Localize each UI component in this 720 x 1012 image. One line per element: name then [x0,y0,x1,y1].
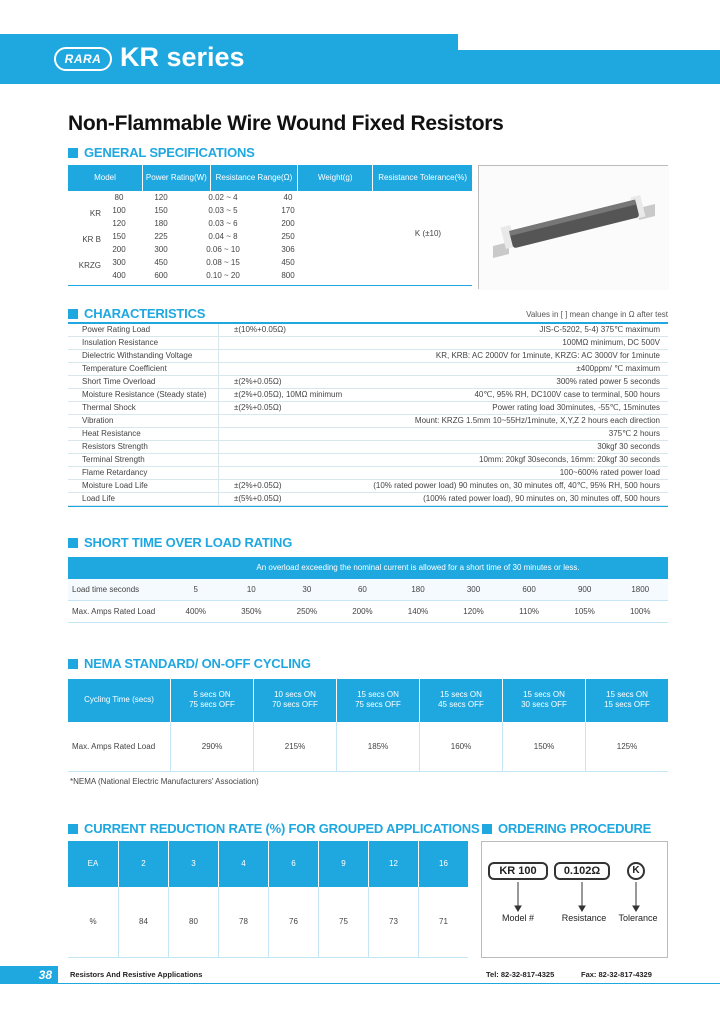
spec-cell: 200 [281,219,295,228]
characteristic-row [68,480,668,493]
nema-heading: NEMA STANDARD/ ON-OFF CYCLING [68,656,311,671]
characteristic-row [68,428,668,441]
spec-cell: 0.06 ~ 10 [206,245,240,254]
spec-cell: 300 [154,245,168,254]
spec-cell: 80 [114,193,124,202]
characteristic-name: Temperature Coefficient [82,364,167,373]
characteristic-name: Heat Resistance [82,429,141,438]
overload-banner-bg [68,557,668,579]
general-specs-bottom-rule [68,285,472,286]
nema-row-label: Max. Amps Rated Load [72,742,156,751]
characteristic-name: Vibration [82,416,114,425]
spec-cell: 306 [281,245,295,254]
cr-value-cell: 78 [218,887,268,957]
characteristic-change: ±(10%+0.05Ω) [234,325,286,334]
order-label-tolerance: Tolerance [618,913,658,923]
characteristics-heading: CHARACTERISTICS [68,306,205,321]
characteristic-name: Dielectric Withstanding Voltage [82,351,193,360]
overload-cell: 120% [463,607,484,616]
order-arrows [482,880,669,914]
nema-cycle-on: 5 secs ON [193,690,231,699]
overload-row-label: Max. Amps Rated Load [72,607,156,616]
characteristic-condition: ±400ppm/ ℃ maximum [576,364,660,373]
spec-row [104,191,374,204]
characteristic-name: Power Rating Load [82,325,151,334]
characteristic-row [68,402,668,415]
overload-cell: 180 [411,585,425,594]
characteristic-row [68,467,668,480]
characteristic-row [68,363,668,376]
overload-cell: 600 [522,585,536,594]
nema-cycle-off: 15 secs OFF [604,700,650,709]
characteristic-name: Short Time Overload [82,377,156,386]
general-specs-body [68,191,472,284]
characteristic-condition: 10mm: 20kgf 30seconds, 16mm: 20kgf 30 seconds [479,455,660,464]
characteristic-change: ±(2%+0.05Ω) [234,403,282,412]
col-tolerance: Resistance Tolerance(%) [373,165,472,191]
nema-header-label: Cycling Time (secs) [84,695,154,704]
characteristic-condition: 375℃ 2 hours [608,429,660,438]
overload-cell: 105% [574,607,595,616]
order-label-model: Model # [501,913,535,923]
characteristic-condition: 100MΩ minimum, DC 500V [562,338,660,347]
bullet-square-icon [482,824,492,834]
spec-row [104,256,374,269]
bullet-square-icon [68,148,78,158]
cr-header-cell: 4 [218,841,268,887]
characteristic-row [68,376,668,389]
spec-cell: 0.08 ~ 15 [206,258,240,267]
overload-cell: 30 [302,585,312,594]
footer-left-text: Resistors And Resistive Applications [70,970,203,979]
characteristic-condition: Power rating load 30minutes, -55℃, 15minutes [492,403,660,412]
nema-cycle-off: 75 secs OFF [355,700,401,709]
model-kr: KR [89,209,101,218]
cr-header-cell: 2 [118,841,168,887]
rara-logo: RARA [54,47,112,71]
spec-cell: 0.04 ~ 8 [208,232,238,241]
spec-cell: 120 [154,193,168,202]
col-model: Model [68,165,143,191]
spec-row [104,243,374,256]
overload-cell: 300 [466,585,481,594]
characteristic-name: Thermal Shock [82,403,136,412]
characteristics-divider [218,324,219,506]
overload-cell: 350% [241,607,262,616]
characteristic-row [68,454,668,467]
characteristics-bottom-rule [68,506,668,507]
spec-cell: 150 [154,206,168,215]
spec-cell: 40 [283,193,293,202]
nema-cycle-header [336,679,419,722]
nema-cycle-header [585,679,668,722]
characteristic-row [68,350,668,363]
order-label-resistance: Resistance [561,913,607,923]
characteristic-name: Terminal Strength [82,455,145,464]
footer-tel: Tel: 82-32-817-4325 [486,970,555,979]
spec-cell: 450 [281,258,295,267]
overload-cell: 400% [185,607,206,616]
characteristic-name: Resistors Strength [82,442,148,451]
characteristic-change: ±(2%+0.05Ω), 10MΩ minimum [234,390,343,399]
overload-cell: 900 [577,585,592,594]
nema-value-cell: 185% [336,722,419,771]
overload-cell: 140% [407,607,429,616]
characteristic-condition: 100~600% rated power load [559,468,660,477]
bullet-square-icon [68,538,78,548]
spec-cell: 0.03 ~ 5 [208,206,238,215]
characteristic-condition: (100% rated power load), 90 minutes on, 30 minutes off, 500 hours [423,494,660,503]
cr-header-cell: 3 [168,841,218,887]
series-title: KR series [120,42,245,72]
overload-cell: 110% [519,607,540,616]
spec-cell: 170 [281,206,295,215]
characteristic-change: ±(5%+0.05Ω) [234,494,282,503]
nema-cycle-header [419,679,502,722]
col-power: Power Rating(W) [143,165,211,191]
characteristic-condition: 30kgf 30 seconds [597,442,660,451]
spec-cell: 250 [281,232,295,241]
overload-cell: 100% [629,607,651,616]
current-reduction-heading: CURRENT REDUCTION RATE (%) FOR GROUPED APPLICATIONS [68,821,479,836]
characteristic-condition: JIS-C-5202, 5-4) 375℃ maximum [539,325,660,334]
nema-value-cell: 215% [253,722,336,771]
characteristic-name: Insulation Resistance [82,338,159,347]
cr-value-cell: 73 [368,887,418,957]
col-range: Resistance Range(Ω) [210,165,297,191]
overload-cell: 200% [352,607,373,616]
nema-cycle-header [170,679,253,722]
characteristic-name: Flame Retardancy [82,468,148,477]
characteristic-condition: KR, KRB: AC 2000V for 1minute, KRZG: AC 3000V for 1minute [435,351,660,360]
overload-cell: 10 [246,585,256,594]
nema-cycle-off: 30 secs OFF [521,700,567,709]
nema-value-cell: 125% [585,722,668,771]
resistor-image [478,165,668,289]
spec-cell: 180 [154,219,168,228]
characteristic-row [68,389,668,402]
characteristic-row [68,324,668,337]
spec-cell: 300 [112,258,126,267]
nema-footnote: *NEMA (National Electric Manufacturers' Association) [70,777,259,786]
nema-value-cell: 160% [419,722,502,771]
overload-banner: An overload exceeding the nominal current is allowed for a short time of 30 minutes or less. [256,563,580,572]
nema-cycle-on: 15 secs ON [523,690,565,699]
nema-cycle-off: 45 secs OFF [438,700,484,709]
characteristic-change: ±(2%+0.05Ω) [234,377,282,386]
spec-cell: 100 [112,206,126,215]
characteristic-condition: 300% rated power 5 seconds [556,377,660,386]
overload-row-label: Load time seconds [72,585,140,594]
characteristic-condition: (10% rated power load) 90 minutes on, 30 minutes off, 40℃, 95% RH, 500 hours [373,481,660,490]
characteristic-row [68,441,668,454]
bullet-square-icon [68,309,78,319]
characteristic-row [68,337,668,350]
tolerance-value: K (±10) [414,229,442,238]
ordering-box [481,841,668,958]
nema-value-row [68,722,668,772]
spec-row [104,269,374,282]
nema-cycle-on: 15 secs ON [357,690,399,699]
characteristic-row [68,415,668,428]
nema-cycle-on: 15 secs ON [606,690,648,699]
cr-header-cell: 12 [368,841,418,887]
model-krzg: KRZG [78,261,101,270]
characteristic-name: Moisture Load Life [82,481,148,490]
page-number: 38 [0,966,58,984]
spec-cell: 800 [281,271,295,280]
cr-value-cell: 75 [318,887,368,957]
overload-cell: 5 [193,585,198,594]
overload-heading: SHORT TIME OVER LOAD RATING [68,535,292,550]
spec-cell: 0.02 ~ 4 [208,193,238,202]
cr-value-cell: 76 [268,887,318,957]
bullet-square-icon [68,659,78,669]
cr-header-row [68,841,468,887]
cr-header-cell: EA [87,859,99,868]
page-title: Non-Flammable Wire Wound Fixed Resistors [68,112,504,135]
spec-cell: 600 [154,271,168,280]
model-krb: KR B [82,235,101,244]
cr-header-cell: 16 [418,841,468,887]
general-specs-table [68,165,472,191]
resistor-illustration [479,166,669,290]
bullet-square-icon [68,824,78,834]
characteristic-condition: Mount: KRZG 1.5mm 10~55Hz/1minute, X,Y,Z 2 hours each direction [414,416,660,425]
spec-cell: 0.10 ~ 20 [206,271,240,280]
nema-cycle-on: 15 secs ON [440,690,482,699]
overload-row [68,601,668,623]
nema-header-row [68,679,668,722]
general-specs-heading: GENERAL SPECIFICATIONS [68,145,255,160]
nema-cycle-header [253,679,336,722]
cr-header-cell: 6 [268,841,318,887]
overload-cell: 250% [296,607,318,616]
spec-cell: 200 [112,245,126,254]
characteristic-name: Load Life [82,494,115,503]
spec-cell: 400 [112,271,126,280]
order-code-tolerance: K [627,862,645,880]
spec-row [104,230,374,243]
characteristic-name: Moisture Resistance (Steady state) [82,390,207,399]
nema-value-cell: 150% [502,722,585,771]
characteristics-note: Values in [ ] mean change in Ω after test [526,310,668,319]
header-notch [458,34,720,50]
spec-row [104,204,374,217]
cr-header-cell: 9 [318,841,368,887]
model-groups [68,191,101,284]
cr-value-cell: 71 [418,887,468,957]
ordering-heading: ORDERING PROCEDURE [482,821,651,836]
spec-row [104,217,374,230]
overload-row [68,579,668,601]
nema-cycle-off: 75 secs OFF [189,700,235,709]
cr-value-cell: 84 [118,887,168,957]
spec-cell: 225 [154,232,168,241]
cr-value-row [68,887,468,958]
spec-cell: 120 [112,219,126,228]
order-code-model: KR 100 [488,862,548,880]
cr-value-cell: 80 [168,887,218,957]
characteristic-row [68,493,668,506]
footer-rule [58,983,720,984]
spec-cell: 150 [112,232,126,241]
characteristic-condition: 40℃, 95% RH, DC100V case to terminal, 500 hours [474,390,660,399]
overload-cell: 1800 [631,585,650,594]
overload-cell: 60 [357,585,367,594]
nema-cycle-on: 10 secs ON [274,690,316,699]
spec-cell: 450 [154,258,168,267]
footer-fax: Fax: 82-32-817-4329 [581,970,652,979]
cr-value-cell: % [89,917,97,926]
nema-cycle-header [502,679,585,722]
nema-value-cell: 290% [170,722,253,771]
nema-cycle-off: 70 secs OFF [272,700,318,709]
order-code-resistance: 0.102Ω [554,862,610,880]
col-weight: Weight(g) [298,165,373,191]
spec-cell: 0.03 ~ 6 [208,219,238,228]
characteristic-change: ±(2%+0.05Ω) [234,481,282,490]
